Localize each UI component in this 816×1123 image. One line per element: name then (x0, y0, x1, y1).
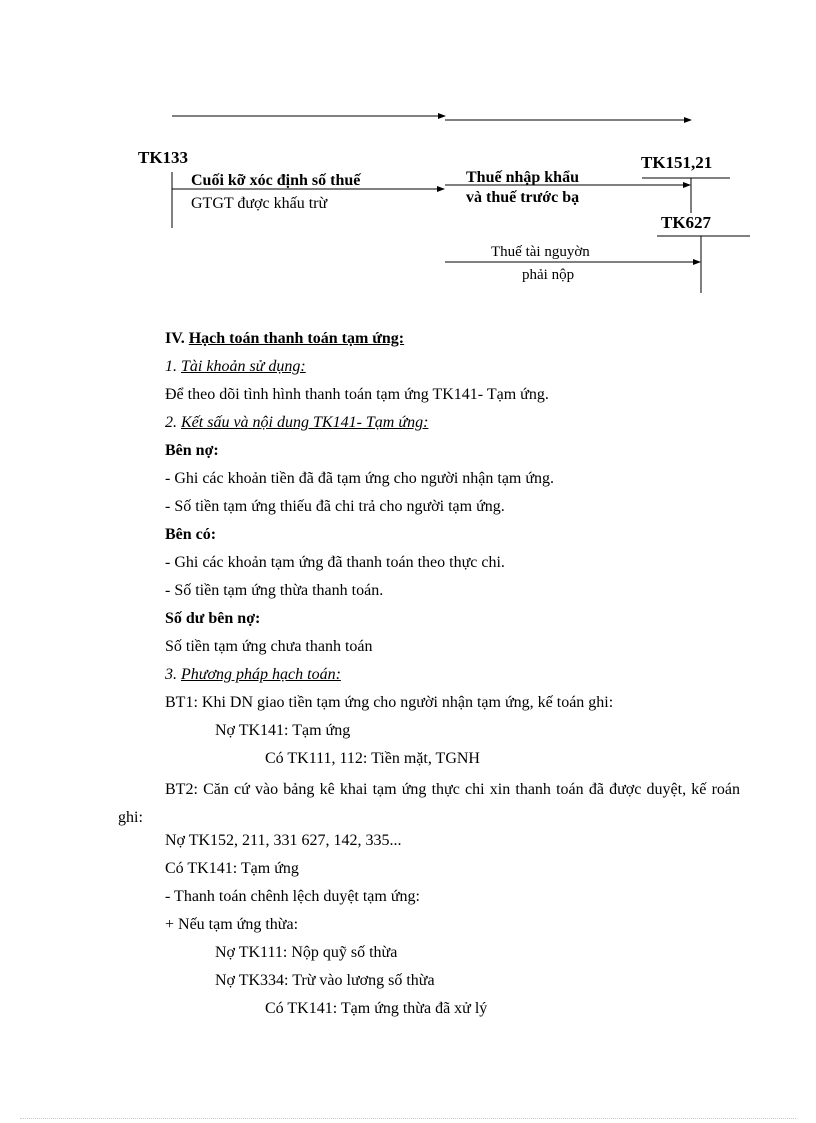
sub1-text: Để theo dõi tình hình thanh toán tạm ứng TK141- Tạm ứng. (165, 386, 549, 403)
label-cuoi-ky-line1: Cuối kỡ xóc định số thuế (191, 172, 361, 189)
subheading-1 (165, 358, 306, 376)
subheading-1-number: 1. (165, 358, 177, 375)
subheading-2 (165, 414, 428, 432)
tk627-label: TK627 (661, 213, 712, 232)
ben-co-heading: Bên có: (165, 526, 217, 543)
chenh-lech-text: - Thanh toán chênh lệch duyệt tạm ứng: (165, 888, 420, 905)
thua-credit: Có TK141: Tạm ứng thừa đã xử lý (265, 1000, 488, 1017)
label-thue-nk-line1: Thuế nhập khẩu (466, 169, 579, 186)
subheading-1-title: Tài khoản sử dụng: (181, 358, 306, 375)
section-heading-number: IV. (165, 330, 185, 347)
subheading-3-title: Phương pháp hạch toán: (181, 666, 341, 683)
label-thue-tn-line2: phải nộp (522, 267, 575, 283)
section-heading-title: Hạch toán thanh toán tạm ứng: (188, 330, 405, 347)
bt1-text: BT1: Khi DN giao tiền tạm ứng cho người nhận tạm ứng, kế toán ghi: (165, 694, 614, 711)
tk151-label: TK151,21 (641, 153, 713, 172)
so-du-heading: Số dư bên nợ: (165, 610, 261, 627)
page-bottom-divider (20, 1118, 796, 1119)
ben-co-item-1: - Ghi các khoản tạm ứng đã thanh toán theo thực chi. (165, 554, 505, 571)
subheading-2-title: Kết sấu và nội dung TK141- Tạm ứng: (181, 414, 429, 431)
subheading-2-number: 2. (165, 414, 177, 431)
subheading-3 (165, 666, 341, 684)
thua-debit-1: Nợ TK111: Nộp quỹ số thừa (215, 944, 398, 961)
neu-thua-text: + Nếu tạm ứng thừa: (165, 916, 299, 933)
so-du-text: Số tiền tạm ứng chưa thanh toán (165, 638, 373, 655)
ben-no-heading: Bên nợ: (165, 442, 219, 459)
ben-no-item-1: - Ghi các khoản tiền đã đã tạm ứng cho người nhận tạm ứng. (165, 470, 555, 487)
ben-co-item-2: - Số tiền tạm ứng thừa thanh toán. (165, 582, 384, 599)
bt2-text: BT2: Căn cứ vào bảng kê khai tạm ứng thực chi xin thanh toán đã được duyệt, kế roán ghi: (118, 781, 740, 826)
bt1-debit: Nợ TK141: Tạm ứng (215, 722, 351, 739)
bt2-debit: Nợ TK152, 211, 331 627, 142, 335... (165, 832, 402, 849)
thua-debit-2: Nợ TK334: Trừ vào lương số thừa (215, 972, 435, 989)
tk133-label: TK133 (138, 148, 189, 167)
subheading-3-number: 3. (165, 666, 177, 683)
ben-no-item-2: - Số tiền tạm ứng thiếu đã chi trả cho người tạm ứng. (165, 498, 505, 515)
label-thue-tn-line1: Thuế tài nguyờn (491, 244, 590, 260)
label-thue-nk-line2: và thuế trước bạ (466, 189, 580, 206)
bt2-credit: Có TK141: Tạm ứng (165, 860, 299, 877)
bt1-credit: Có TK111, 112: Tiền mặt, TGNH (265, 750, 480, 767)
accounting-flow-diagram (0, 0, 816, 310)
label-cuoi-ky-line2: GTGT được khấu trừ (191, 195, 328, 212)
section-heading (165, 330, 404, 348)
